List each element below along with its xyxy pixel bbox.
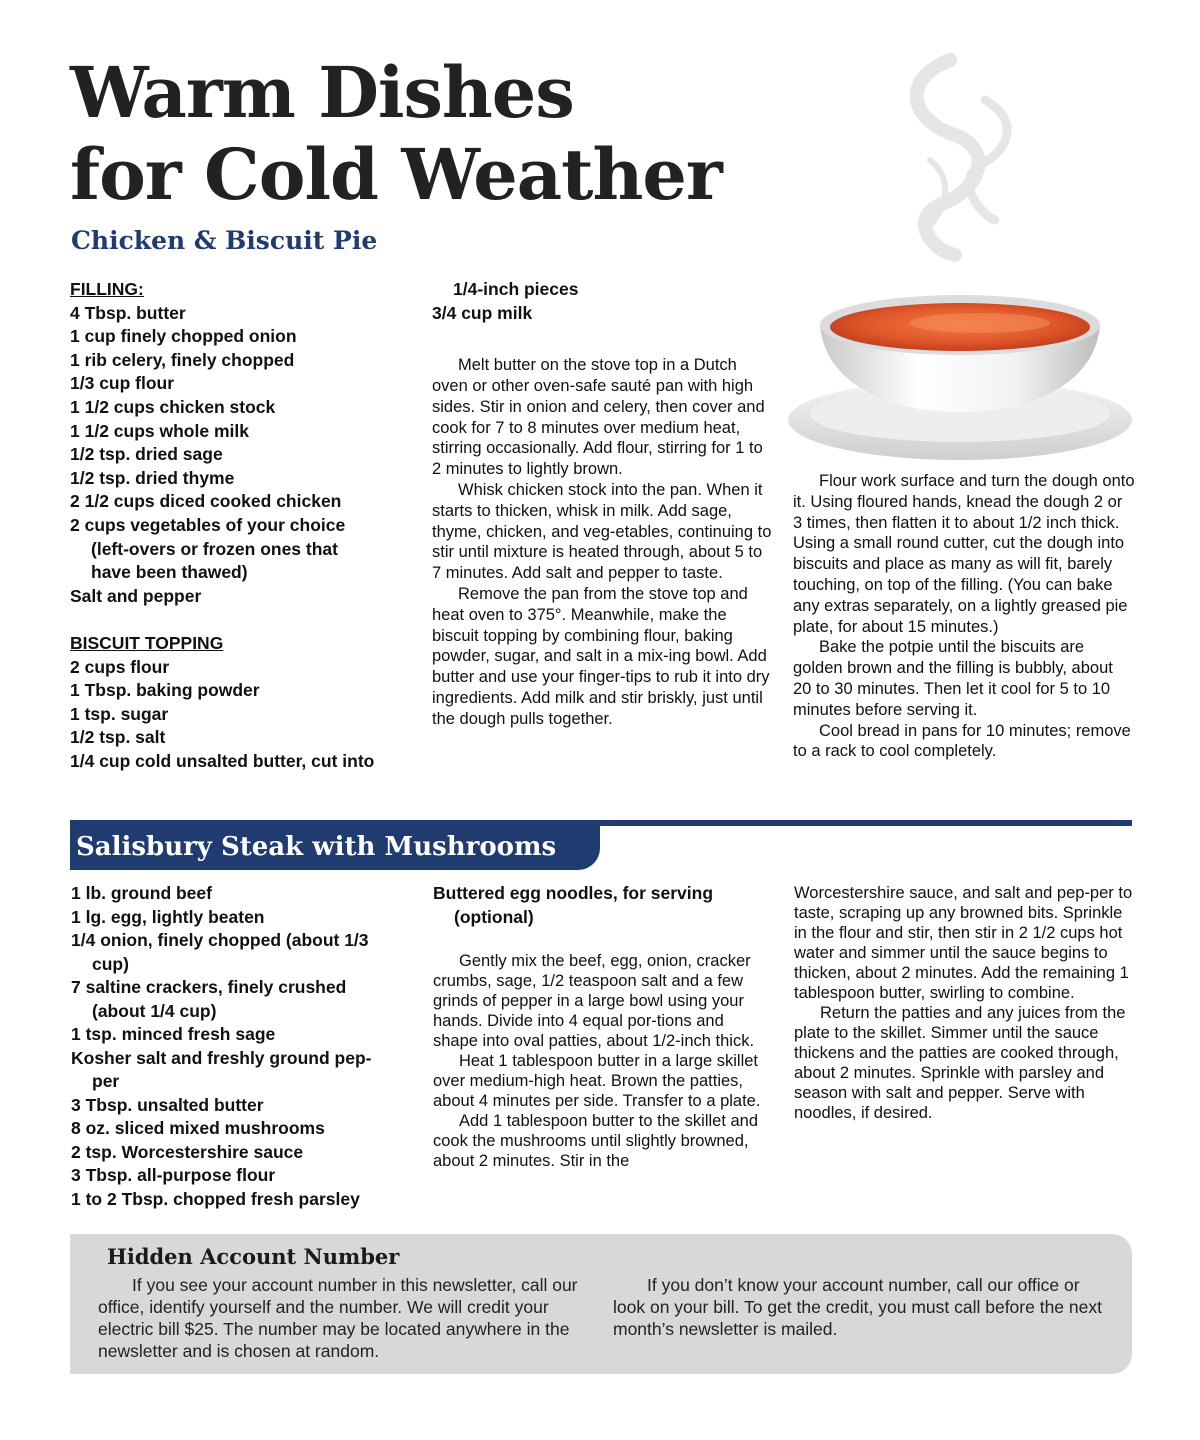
- instruction-step: Flour work surface and turn the dough onto it. Using floured hands, knead the dough 2 or 3 times, then flatten it to about 1/2 inch thick. Using a small round cutter, cut the dough into biscuits and place as many as will fit, barely touching, on top of the filling. (You can bake any extras separately, on a lightly greased pie plate, for about 15 minutes.): [793, 472, 1135, 636]
- ingredient-item-continued: 1/4-inch pieces: [453, 279, 579, 299]
- ingredient-item: 1 rib celery, finely chopped: [70, 349, 295, 370]
- ingredient-item: Buttered egg noodles, for serving: [433, 883, 714, 903]
- ingredient-item: 1/2 tsp. dried thyme: [70, 467, 235, 488]
- spacer: [70, 608, 415, 632]
- account-column-right: [613, 1274, 1108, 1340]
- ingredient-item: 1/2 tsp. salt: [70, 727, 166, 748]
- recipe1-middle-column: [432, 278, 772, 730]
- ingredient-item: 1 1/2 cups chicken stock: [70, 396, 276, 417]
- ingredient-item: 1 to 2 Tbsp. chopped fresh parsley: [71, 1188, 360, 1209]
- ingredient-item-continued: cup): [92, 953, 129, 974]
- ingredient-item: 3/4 cup milk: [432, 302, 533, 323]
- page-title: [70, 52, 722, 216]
- ingredient-item-continued: (about 1/4 cup): [92, 1000, 217, 1021]
- recipe1-right-column: [793, 471, 1135, 762]
- ingredient-item: 4 Tbsp. butter: [70, 302, 186, 323]
- recipe2-middle-column: [433, 882, 773, 1171]
- instruction-step: Cool bread in pans for 10 minutes; remove to a rack to cool completely.: [793, 721, 1131, 761]
- account-paragraph: If you don’t know your account number, call our office or look on your bill. To get the credit, you must call before the next month’s newsletter is mailed.: [613, 1275, 1102, 1339]
- recipe-title-chicken-biscuit-pie: Chicken & Biscuit Pie: [71, 226, 378, 255]
- ingredient-item: 2 tsp. Worcestershire sauce: [71, 1141, 304, 1162]
- page-title-line-2: for Cold Weather: [70, 133, 722, 216]
- ingredient-item: 1/4 cup cold unsalted butter, cut into: [70, 750, 375, 771]
- ingredient-item: Salt and pepper: [70, 585, 202, 606]
- ingredient-item: 2 cups vegetables of your choice: [70, 514, 346, 535]
- biscuit-topping-header: BISCUIT TOPPING: [70, 632, 224, 653]
- ingredient-item-continued: have been thawed): [91, 562, 248, 583]
- recipe-title-salisbury-steak: Salisbury Steak with Mushrooms: [76, 832, 557, 862]
- ingredient-item-continued: (optional): [454, 906, 534, 927]
- filling-header: FILLING:: [70, 279, 144, 299]
- ingredient-item: Kosher salt and freshly ground pep-: [71, 1047, 372, 1068]
- ingredient-item-continued: per: [92, 1071, 120, 1091]
- hidden-account-number-box: [70, 1234, 1132, 1374]
- instruction-step: Remove the pan from the stove top and heat oven to 375°. Meanwhile, make the biscuit topping by combining flour, baking powder, sugar, and salt in a mix-ing bowl. Add butter and use your finger-tips to rub it into dry ingredients. Add milk and stir briskly, just until the dough pulls together.: [432, 584, 770, 728]
- ingredient-item: 1 lb. ground beef: [71, 883, 212, 903]
- recipe2-right-column: [794, 883, 1136, 1123]
- account-column-left: [98, 1274, 588, 1362]
- recipe2-instructions: [433, 951, 773, 1171]
- ingredient-item: 1 cup finely chopped onion: [70, 326, 297, 347]
- soup-bowl-icon: [780, 40, 1140, 470]
- ingredient-item: 1/2 tsp. dried sage: [70, 444, 223, 465]
- ingredient-item: 3 Tbsp. all-purpose flour: [71, 1165, 276, 1185]
- ingredient-item: 1/3 cup flour: [70, 373, 175, 394]
- recipe-banner: [70, 826, 600, 870]
- recipe1-instructions: [432, 355, 772, 729]
- instruction-step: Return the patties and any juices from the plate to the skillet. Simmer until the sauce thickens and the patties are cooked through, about 2 minutes. Sprinkle with parsley and season with salt and pepper. Serve with noodles, if desired.: [794, 1004, 1126, 1122]
- ingredient-item: 8 oz. sliced mixed mushrooms: [71, 1118, 325, 1138]
- ingredient-item: 2 1/2 cups diced cooked chicken: [70, 491, 342, 512]
- ingredient-item: 1 Tbsp. baking powder: [70, 680, 260, 701]
- instruction-step: Whisk chicken stock into the pan. When it starts to thicken, whisk in milk. Add sage, thyme, chicken, and veg-etables, continuing to stir until mixture is heated through, about 5 to 7 minutes. Add salt and pepper to taste.: [432, 480, 772, 583]
- instruction-step: Bake the potpie until the biscuits are golden brown and the filling is bubbly, about 20 to 30 minutes. Then let it cool for 5 to 10 minutes before serving it.: [793, 638, 1113, 719]
- ingredient-item-continued: (left-overs or frozen ones that: [91, 538, 338, 559]
- instruction-step: Heat 1 tablespoon butter in a large skillet over medium-high heat. Brown the patties, about 4 minutes per side. Transfer to a plate.: [433, 1052, 761, 1110]
- instruction-step: Melt butter on the stove top in a Dutch oven or other oven-safe sauté pan with high sides. Stir in onion and celery, then cover and cook for 7 to 8 minutes over medium heat, stirring occasionally. Add flour, stirring for 1 to 2 minutes to lightly brown.: [432, 356, 765, 479]
- ingredient-item: 2 cups flour: [70, 656, 170, 677]
- instruction-step: Add 1 tablespoon butter to the skillet and cook the mushrooms until slightly browned, about 2 minutes. Stir in the: [433, 1112, 759, 1170]
- instruction-step: Gently mix the beef, egg, onion, cracker crumbs, sage, 1/2 teaspoon salt and a few grinds of pepper in a large bowl using your hands. Divide into 4 equal por-tions and shape into oval patties, about 1/2-inch thick.: [433, 952, 755, 1050]
- account-box-title: Hidden Account Number: [107, 1244, 400, 1269]
- ingredient-item: 1 lg. egg, lightly beaten: [71, 906, 265, 927]
- instruction-step-continued: Worcestershire sauce, and salt and pep-per to taste, scraping up any browned bits. Sprinkle in the flour and stir, then stir in 2 1/2 cups hot water and simmer until the sauce begins to thicken, about 2 minutes. Add the remaining 1 tablespoon butter, swirling to combine.: [794, 884, 1133, 1002]
- ingredient-item: 1/4 onion, finely chopped (about 1/3: [71, 930, 369, 950]
- ingredient-item: 3 Tbsp. unsalted butter: [71, 1094, 264, 1115]
- ingredient-item: 7 saltine crackers, finely crushed: [71, 977, 347, 997]
- ingredient-item: 1 tsp. sugar: [70, 703, 169, 724]
- page-title-line-1: Warm Dishes: [70, 51, 574, 134]
- steam-icon: [917, 60, 1008, 255]
- recipe2-ingredients-column: [71, 882, 416, 1211]
- ingredient-item: 1 tsp. minced fresh sage: [71, 1024, 276, 1044]
- account-paragraph: If you see your account number in this newsletter, call our office, identify yourself and the number. We will credit your electric bill $25. The number may be located anywhere in the newsletter and is chosen at random.: [98, 1275, 578, 1361]
- recipe1-ingredients-column: [70, 278, 415, 773]
- ingredient-item: 1 1/2 cups whole milk: [70, 420, 249, 441]
